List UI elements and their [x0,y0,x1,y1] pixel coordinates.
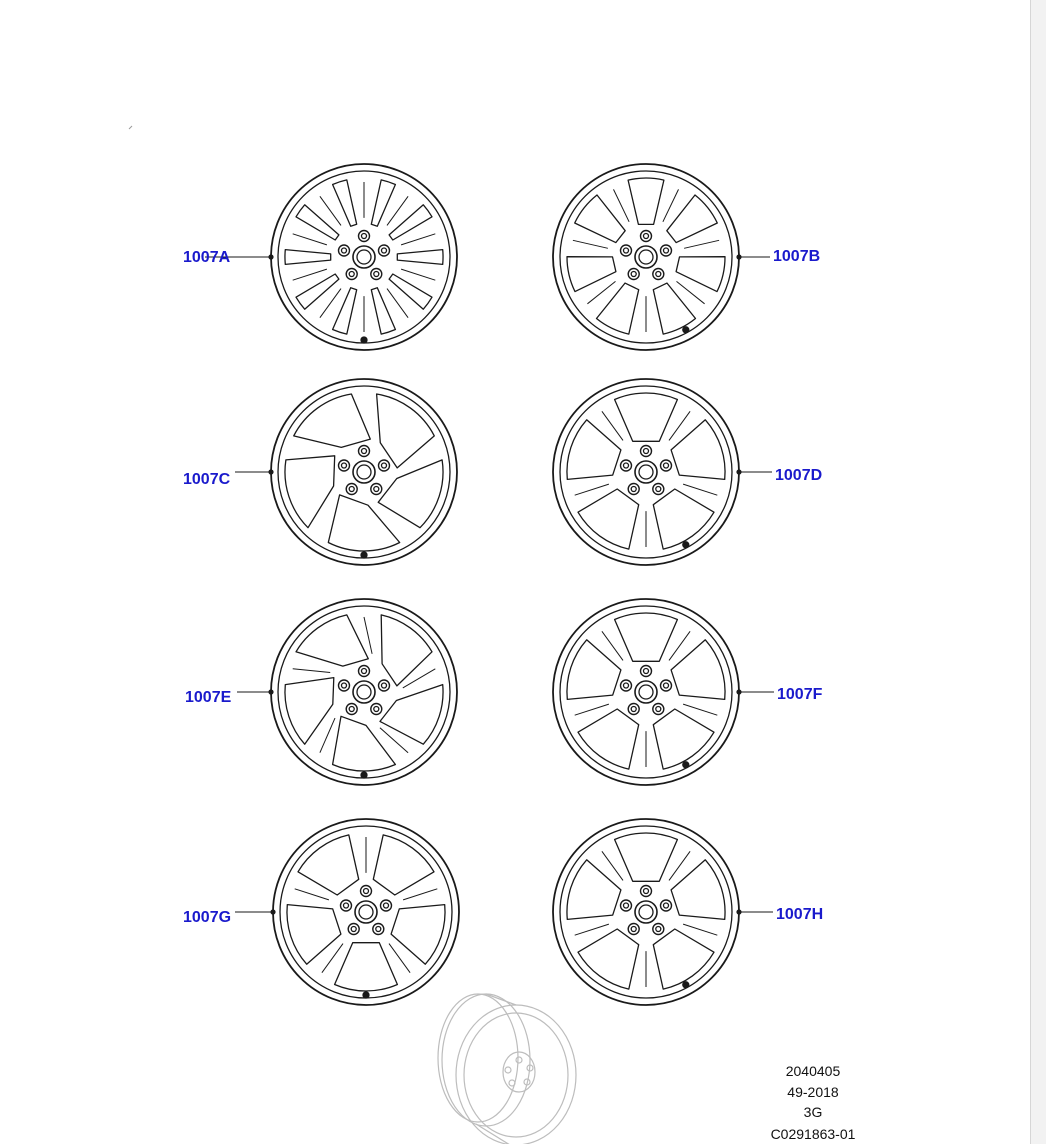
lug-hole [379,245,390,256]
lug-hole-inner [631,707,636,712]
spoke-window [287,905,341,965]
stray-mark [129,126,132,129]
lug-hole [661,460,672,471]
spoke-groove [401,269,435,280]
spoke-window [285,678,334,745]
spoke-window [380,685,443,745]
lug-hole-inner [342,683,347,688]
valve-stem [361,337,367,343]
center-bore-inner [639,905,653,919]
center-bore-inner [359,905,373,919]
lug-hole-inner [342,248,347,253]
leader-dot [270,909,275,914]
lug-hole [381,900,392,911]
leader-dot [736,909,741,914]
lug-hole [371,269,382,280]
lug-hole [346,484,357,495]
lug-hole [341,900,352,911]
lug-hole [373,924,384,935]
spoke-window [296,615,368,666]
lug-hole [641,666,652,677]
reference-number: 2040405 [785,1063,841,1079]
lug-hole-inner [376,927,381,932]
reference-illustration-id: C0291863-01 [770,1126,856,1142]
spoke-groove [320,718,335,753]
spoke-groove [663,189,679,221]
center-bore [353,246,375,268]
lug-hole-inner [374,487,379,492]
valve-stem [683,982,689,988]
spoke-window [389,205,432,240]
leader-dot [268,689,273,694]
center-bore-inner [639,465,653,479]
lug-hole [641,446,652,457]
lug-hole-inner [364,889,369,894]
lug-hole-inner [344,903,349,908]
spoke-window [578,709,639,769]
lug-hole-inner [664,903,669,908]
valve-stem [683,327,689,333]
spoke-window [397,250,443,265]
spoke-window [671,640,725,700]
lug-hole-inner [362,234,367,239]
lug-hole [661,680,672,691]
lug-hole [653,484,664,495]
wheel-1007b [553,164,770,350]
lug-hole-inner [631,487,636,492]
spoke-groove [575,924,609,935]
spoke-groove [683,924,717,935]
lug-hole [628,484,639,495]
rim-outer [271,599,457,785]
lug-hole-inner [631,272,636,277]
wheel-1007c [235,379,457,565]
callout-1007h[interactable]: 1007H [776,906,824,923]
lug-hole-inner [656,927,661,932]
rim-inner [278,606,450,778]
lug-hole [339,460,350,471]
lug-hole-inner [644,449,649,454]
spoke-window [377,394,435,468]
center-bore-inner [639,250,653,264]
callout-1007a[interactable]: 1007A [183,249,231,266]
spoke-window [667,195,718,243]
callout-1007b[interactable]: 1007B [773,248,821,265]
lug-hole [379,460,390,471]
valve-stem [363,992,369,998]
lug-hole [339,245,350,256]
lug-hole-inner [644,669,649,674]
lug-hole-inner [349,272,354,277]
wheel-1007h [553,819,773,1005]
valve-stem [361,552,367,558]
lug-hole-inner [374,272,379,277]
spoke-window [296,274,339,309]
lug-hole-inner [664,463,669,468]
lug-hole-inner [664,248,669,253]
callout-1007f[interactable]: 1007F [777,686,823,703]
spoke-groove [364,617,372,654]
spoke-groove [293,669,331,673]
lug-hole-inner [644,234,649,239]
lug-hole [621,245,632,256]
lug-hole-inner [644,889,649,894]
spoke-window [328,495,399,551]
spoke-window [653,489,714,549]
callout-1007g[interactable]: 1007G [183,909,232,926]
center-bore [635,461,657,483]
lug-hole-inner [631,927,636,932]
spoke-groove [614,189,630,221]
lug-hole [359,231,370,242]
lug-hole [641,886,652,897]
lug-hole-inner [656,272,661,277]
lug-hole-inner [664,683,669,688]
spoke-groove [575,484,609,495]
lug-hole [621,460,632,471]
spoke-window [615,393,678,441]
center-bore-inner [639,685,653,699]
leader-dot [268,469,273,474]
spoke-window [567,640,621,700]
spoke-window [597,283,639,334]
leader-dot [268,254,273,259]
spoke-window [389,274,432,309]
lug-hole-inner [342,463,347,468]
spoke-groove [295,889,329,900]
leader-dot [736,469,741,474]
spoke-window [567,860,621,920]
spoke-groove [401,234,435,245]
lug-hole [359,446,370,457]
spoke-window [628,178,664,224]
reference-date: 49-2018 [787,1084,839,1100]
lug-hole-inner [349,487,354,492]
lug-hole [371,704,382,715]
callout-1007c[interactable]: 1007C [183,471,231,488]
lug-hole-inner [351,927,356,932]
lug-hole [346,704,357,715]
spoke-window [373,835,434,895]
lug-hole-inner [624,463,629,468]
lug-hole [661,900,672,911]
lug-hole-inner [384,903,389,908]
lug-hole-inner [374,707,379,712]
lug-hole [346,269,357,280]
center-bore [635,246,657,268]
lug-hole [628,269,639,280]
rim-inner [278,386,450,558]
spoke-window [578,489,639,549]
spoke-window [285,250,331,265]
spoke-groove [683,484,717,495]
spoke-window [653,929,714,989]
spoke-window [294,394,371,447]
spoke-window [567,420,621,480]
lug-hole [348,924,359,935]
lug-hole [621,680,632,691]
wheels-layer [205,164,774,1005]
spoke-groove [684,240,719,248]
callout-1007e[interactable]: 1007E [185,689,232,706]
lug-hole [653,704,664,715]
spoke-window [391,905,445,965]
lug-hole-inner [656,487,661,492]
center-bore [635,681,657,703]
lug-hole [628,924,639,935]
spoke-window [298,835,359,895]
lug-hole [661,245,672,256]
spoke-groove [573,240,608,248]
wheel-1007d [553,379,772,565]
wheel-1007f [553,599,774,785]
wheel-1007a [205,164,457,350]
center-bore-inner [357,685,371,699]
center-bore [635,901,657,923]
valve-stem [683,542,689,548]
lug-hole-inner [624,903,629,908]
center-bore-inner [357,465,371,479]
lug-hole [371,484,382,495]
lug-hole-inner [382,683,387,688]
callout-1007d[interactable]: 1007D [775,467,823,484]
spoke-window [653,709,714,769]
spoke-window [335,943,398,991]
rim-outer [271,379,457,565]
valve-stem [361,772,367,778]
lug-hole [379,680,390,691]
lug-hole [653,269,664,280]
lug-hole-inner [624,683,629,688]
lug-hole [359,666,370,677]
spoke-window [296,205,339,240]
lug-hole-inner [349,707,354,712]
wheel-1007e [237,599,457,785]
spoke-groove [403,889,437,900]
spoke-window [671,860,725,920]
spoke-window [285,456,335,528]
reference-code: 3G [803,1104,823,1120]
spoke-window [615,833,678,881]
lug-hole [641,231,652,242]
spoke-groove [293,269,327,280]
page-edge-strip [1030,0,1046,1144]
spare-wheel-ghost [438,994,576,1144]
valve-stem [683,762,689,768]
lug-hole [653,924,664,935]
leader-dot [736,689,741,694]
lug-hole-inner [624,248,629,253]
spoke-window [575,195,626,243]
wheel-1007g [235,819,459,1005]
spoke-groove [293,234,327,245]
lug-hole-inner [382,248,387,253]
center-bore [355,901,377,923]
spoke-groove [403,669,436,688]
spoke-window [615,613,678,661]
lug-hole [339,680,350,691]
center-bore [353,461,375,483]
spoke-groove [575,704,609,715]
lug-hole-inner [362,669,367,674]
spoke-window [653,283,695,334]
lug-hole-inner [382,463,387,468]
lug-hole-inner [362,449,367,454]
center-bore [353,681,375,703]
lug-hole [361,886,372,897]
lug-hole-inner [656,707,661,712]
center-bore-inner [357,250,371,264]
leader-dot [736,254,741,259]
spoke-groove [683,704,717,715]
spoke-window [671,420,725,480]
lug-hole [621,900,632,911]
spoke-window [578,929,639,989]
lug-hole [628,704,639,715]
